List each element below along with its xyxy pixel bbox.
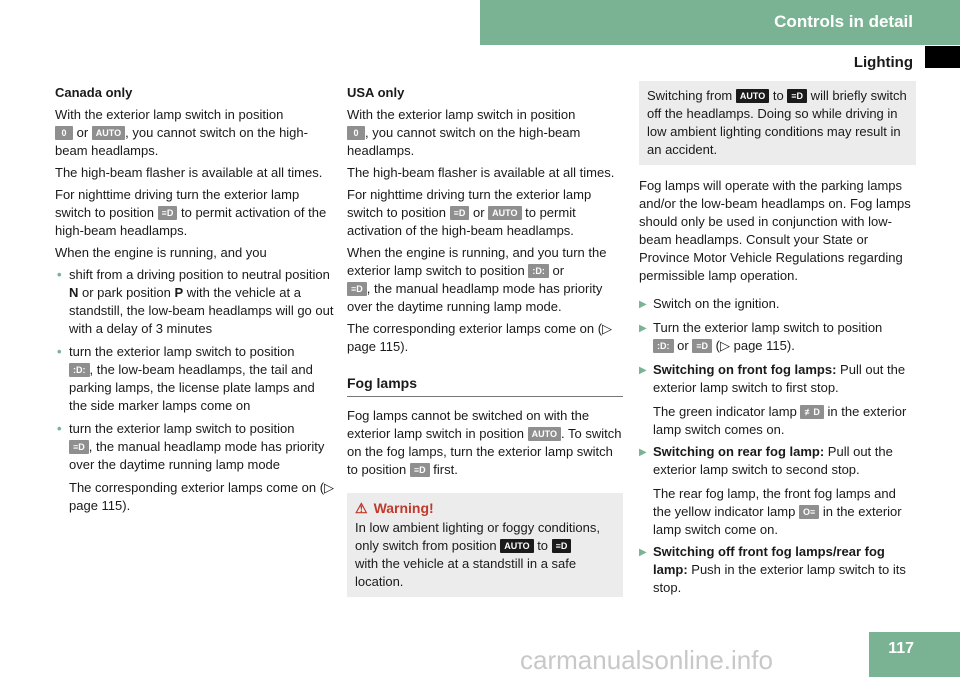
section-title: Lighting xyxy=(853,54,913,71)
page-number: 117 xyxy=(888,640,914,657)
parking-position-icon: :D: xyxy=(528,264,549,278)
zero-position-icon: 0 xyxy=(55,126,73,140)
step-arrow-icon: ▶ xyxy=(639,365,647,376)
fog-paragraph: Fog lamps cannot be switched on with the exterior lamp switch in position AUTO . To switch on the fog lamps, turn the exterior lamp switch to position ≡D first. xyxy=(347,408,622,477)
canada-heading: Canada only xyxy=(55,85,133,100)
column-canada xyxy=(55,84,335,519)
canada-paragraph-1: With the exterior lamp switch in position 0 or AUTO , you cannot switch on the high-beam headlamps. xyxy=(55,107,308,158)
canada-bullet-3: • turn the exterior lamp switch to position ≡D , the manual headlamp mode has priority over the daytime running lamp mode xyxy=(57,421,325,472)
step-arrow-icon: ▶ xyxy=(639,547,647,558)
lowbeam-position-icon: ≡D xyxy=(787,89,807,103)
canada-paragraph-3: For nighttime driving turn the exterior lamp switch to position ≡D to permit activation of the high-beam headlamps. xyxy=(55,187,327,238)
header-title: Controls in detail xyxy=(774,12,913,31)
step-arrow-icon: ▶ xyxy=(639,447,647,458)
front-fog-indicator-icon: ≢D xyxy=(800,405,824,419)
step-turn-switch: ▶ Turn the exterior lamp switch to position :D: or ≡D (▷ page 115). xyxy=(639,320,883,353)
fog-operation-paragraph: Fog lamps will operate with the parking lamps and/or the low-beam headlamps on. Fog lamps should only be used in conjunction with low-beam headlamps. Consult your State or Province Motor Vehicle Regulations regarding permissible lamp operation. xyxy=(639,178,911,283)
bullet-icon: • xyxy=(57,344,62,359)
section-tab-marker xyxy=(925,46,960,68)
lowbeam-position-icon: ≡D xyxy=(158,206,178,220)
section-divider xyxy=(347,396,623,397)
warning-heading: ⚠ Warning! xyxy=(355,500,434,516)
warning-text: In low ambient lighting or foggy conditions, only switch from position AUTO to ≡D with the vehicle at a standstill in a safe location. xyxy=(355,520,600,589)
zero-position-icon: 0 xyxy=(347,126,365,140)
rear-fog-note: The rear fog lamp, the front fog lamps and the yellow indicator lamp O≡ in the exterior lamp switch come on. xyxy=(653,486,902,537)
auto-position-icon: AUTO xyxy=(488,206,521,220)
front-fog-note: The green indicator lamp ≢D in the exterior lamp switch comes on. xyxy=(653,404,907,437)
lowbeam-position-icon: ≡D xyxy=(347,282,367,296)
column-usa xyxy=(347,84,623,597)
step-fog-off: ▶ Switching off front fog lamps/rear fog lamp: Push in the exterior lamp switch to its stop. xyxy=(639,544,906,595)
canada-paragraph-4: When the engine is running, and you xyxy=(55,245,267,260)
auto-position-icon: AUTO xyxy=(92,126,125,140)
step-arrow-icon: ▶ xyxy=(639,299,647,310)
lowbeam-position-icon: ≡D xyxy=(69,440,89,454)
bullet-icon: • xyxy=(57,421,62,436)
step-rear-fog-on: ▶ Switching on rear fog lamp: Pull out the exterior lamp switch to second stop. xyxy=(639,444,893,477)
canada-bullet-1: • shift from a driving position to neutral position N or park position P with the vehicle at a standstill, the low-beam headlamps will go out with a delay of 3 minutes xyxy=(57,267,334,336)
warning-box xyxy=(347,493,623,597)
auto-position-icon: AUTO xyxy=(500,539,533,553)
parking-position-icon: :D: xyxy=(69,363,90,377)
lowbeam-position-icon: ≡D xyxy=(410,463,430,477)
usa-paragraph-3: For nighttime driving turn the exterior lamp switch to position ≡D or AUTO to permit activation of the high-beam headlamps. xyxy=(347,187,592,238)
bullet-icon: • xyxy=(57,267,62,282)
canada-bullet-2: • turn the exterior lamp switch to position :D: , the low-beam headlamps, the tail and parking lamps, the license plate lamps and the side marker lamps come on xyxy=(57,344,315,413)
usa-paragraph-4: When the engine is running, and you turn the exterior lamp switch to position :D: or ≡D , the manual headlamp mode has priority over the daytime running lamp mode. xyxy=(347,245,607,314)
auto-position-icon: AUTO xyxy=(528,427,561,441)
lowbeam-position-icon: ≡D xyxy=(692,339,712,353)
lowbeam-position-icon: ≡D xyxy=(450,206,470,220)
auto-position-icon: AUTO xyxy=(736,89,769,103)
usa-heading: USA only xyxy=(347,85,405,100)
usa-paragraph-5: The corresponding exterior lamps come on (▷ page 115). xyxy=(347,321,613,354)
note-box: Switching from AUTO to ≡D will briefly switch off the headlamps. Doing so while driving in low ambient lighting conditions may result in an accident. xyxy=(639,81,916,165)
usa-paragraph-1: With the exterior lamp switch in position 0 , you cannot switch on the high-beam headlamps. xyxy=(347,107,581,158)
rear-fog-indicator-icon: O≡ xyxy=(799,505,819,519)
column-fog-operation xyxy=(639,81,916,603)
warning-triangle-icon: ⚠ xyxy=(355,500,368,516)
page-number-box xyxy=(869,632,960,677)
step-switch-on-ignition: ▶ Switch on the ignition. xyxy=(639,295,916,313)
parking-position-icon: :D: xyxy=(653,339,674,353)
canada-paragraph-2: The high-beam flasher is available at all times. xyxy=(55,165,323,180)
watermark: carmanualsonline.info xyxy=(520,645,773,675)
step-arrow-icon: ▶ xyxy=(639,323,647,334)
step-front-fog-on: ▶ Switching on front fog lamps: Pull out the exterior lamp switch to first stop. xyxy=(639,362,906,395)
lowbeam-position-icon: ≡D xyxy=(552,539,572,553)
canada-note: The corresponding exterior lamps come on (▷ page 115). xyxy=(69,480,335,513)
usa-paragraph-2: The high-beam flasher is available at all times. xyxy=(347,165,615,180)
fog-lamps-heading: Fog lamps xyxy=(347,375,418,391)
